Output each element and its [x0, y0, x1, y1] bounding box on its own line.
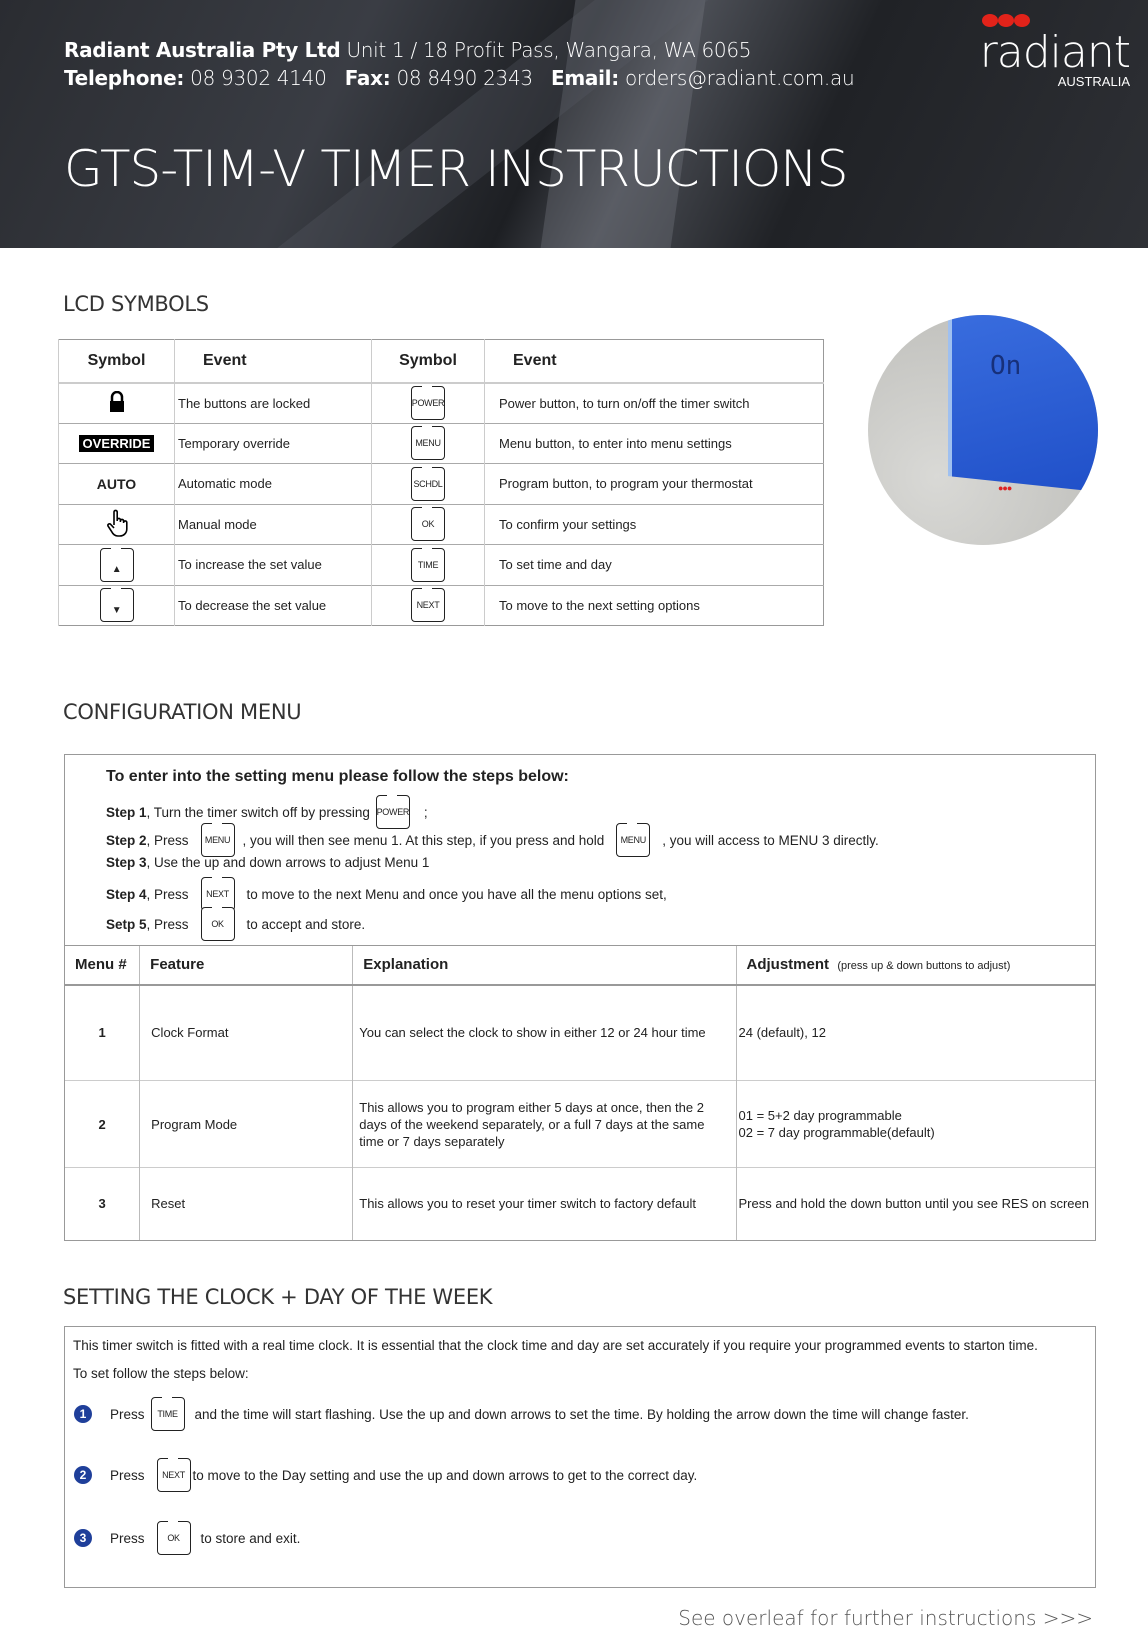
config-step: Step 3 , Use the up and down arrows to adjust Menu 1	[106, 855, 430, 870]
power-key-icon: POWER	[411, 386, 445, 420]
clock-step: 2 Press NEXT to move to the Day setting and use the up and down arrows to get to the correct day.	[74, 1458, 697, 1492]
lcd-screen	[948, 315, 1098, 494]
telephone-label: Telephone:	[64, 66, 185, 90]
fax: 08 8490 2343	[396, 66, 533, 90]
config-step: Step 2 , Press MENU , you will then see menu 1. At this step, if you press and hold MENU , you will access to MENU 3 directly.	[106, 823, 879, 857]
page-title: GTS-TIM-V TIMER INSTRUCTIONS	[64, 140, 848, 198]
event-text: To set time and day	[485, 545, 824, 586]
time-key-icon: TIME	[151, 1397, 185, 1431]
lcd-symbols-heading: LCD SYMBOLS	[63, 292, 209, 316]
email-label: Email:	[551, 66, 619, 90]
table-row	[59, 423, 824, 464]
event-text: To decrease the set value	[175, 585, 372, 626]
auto-symbol: AUTO	[96, 475, 137, 492]
company-name: Radiant Australia Pty Ltd	[64, 38, 341, 62]
thermostat-photo	[868, 315, 1098, 545]
menu-key-icon: MENU	[411, 426, 445, 460]
footer-note: See overleaf for further instructions >>>	[678, 1606, 1093, 1630]
header-adjustment: Adjustment (press up & down buttons to adjust)	[736, 946, 1095, 985]
event-text: Temporary override	[175, 423, 372, 464]
table-header	[65, 946, 1095, 985]
config-intro: To enter into the setting menu please follow the steps below:	[106, 768, 569, 785]
table-row: 2 Program Mode This allows you to program either 5 days at once, then the 2 days of the weekend separately, or a full 7 days at the same time or 7 days separately 01 = 5+2 day programmable 02 = 7 day programmable(default)	[65, 1081, 1095, 1168]
setting-clock-heading: SETTING THE CLOCK + DAY OF THE WEEK	[63, 1285, 493, 1309]
header-menu-num: Menu #	[65, 946, 140, 985]
logo-word: radiant	[979, 27, 1130, 78]
menu-table	[65, 945, 1095, 1240]
config-step: Setp 5 , Press OK to accept and store.	[106, 907, 365, 941]
override-symbol: OVERRIDE	[79, 435, 155, 452]
clock-step: 1 Press TIME and the time will start flashing. Use the up and down arrows to set the time. By holding the arrow down the time will change faster.	[74, 1397, 969, 1431]
table-header	[59, 340, 824, 383]
hand-pointer-icon	[106, 509, 128, 537]
table-row	[59, 504, 824, 545]
table-row	[59, 545, 824, 586]
fax-label: Fax:	[344, 66, 391, 90]
lcd-display-text: On	[990, 351, 1022, 381]
event-text: Manual mode	[175, 504, 372, 545]
table-row: 1 Clock Format You can select the clock to show in either 12 or 24 hour time 24 (default), 12	[65, 985, 1095, 1081]
step-number-icon: 2	[74, 1466, 92, 1484]
header-explanation: Explanation	[353, 946, 736, 985]
table-row	[59, 464, 824, 505]
table-row	[59, 585, 824, 626]
header-symbol: Symbol	[59, 340, 175, 383]
logo-dots: ●●●	[998, 483, 1012, 493]
configuration-menu-heading: CONFIGURATION MENU	[63, 700, 302, 724]
radiant-logo	[980, 14, 1130, 89]
config-step: Step 1 , Turn the timer switch off by pressing POWER ;	[106, 795, 428, 829]
menu-key-icon: MENU	[616, 823, 650, 857]
event-text: The buttons are locked	[175, 383, 372, 424]
contact-line	[64, 66, 854, 90]
clock-intro: This timer switch is fitted with a real time clock. It is essential that the clock time and day are set accurately if you require your programmed events to starton time.	[73, 1338, 1038, 1353]
config-step: Step 4 , Press NEXT to move to the next Menu and once you have all the menu options set,	[106, 877, 667, 911]
next-key-icon: NEXT	[201, 877, 235, 911]
step-number-icon: 1	[74, 1405, 92, 1423]
address: Unit 1 / 18 Profit Pass, Wangara, WA 6065	[346, 38, 752, 62]
event-text: To increase the set value	[175, 545, 372, 586]
table-row: 3 Reset This allows you to reset your timer switch to factory default Press and hold the down button until you see RES on screen	[65, 1168, 1095, 1240]
lcd-symbols-table	[58, 339, 824, 626]
header-feature: Feature	[140, 946, 353, 985]
next-key-icon: NEXT	[157, 1458, 191, 1492]
clock-intro2: To set follow the steps below:	[73, 1366, 249, 1381]
next-key-icon: NEXT	[411, 588, 445, 622]
power-key-icon: POWER	[376, 795, 410, 829]
event-text: Menu button, to enter into menu settings	[485, 423, 824, 464]
down-arrow-key-icon: ▼	[100, 588, 134, 622]
logo-sub: AUSTRALIA	[1057, 74, 1130, 89]
header-event: Event	[485, 340, 824, 383]
table-row	[59, 383, 824, 424]
menu-key-icon: MENU	[201, 823, 235, 857]
lock-icon	[108, 391, 126, 413]
event-text: To confirm your settings	[485, 504, 824, 545]
email-link[interactable]: orders@radiant.com.au	[625, 66, 855, 90]
time-key-icon: TIME	[411, 548, 445, 582]
ok-key-icon: OK	[201, 907, 235, 941]
ok-key-icon: OK	[157, 1521, 191, 1555]
ok-key-icon: OK	[411, 507, 445, 541]
event-text: Power button, to turn on/off the timer switch	[485, 383, 824, 424]
header-event: Event	[175, 340, 372, 383]
step-number-icon: 3	[74, 1529, 92, 1547]
telephone: 08 9302 4140	[190, 66, 327, 90]
up-arrow-key-icon: ▲	[100, 548, 134, 582]
event-text: Program button, to program your thermostat	[485, 464, 824, 505]
clock-step: 3 Press OK to store and exit.	[74, 1521, 300, 1555]
header-symbol: Symbol	[372, 340, 485, 383]
event-text: Automatic mode	[175, 464, 372, 505]
header-banner	[0, 0, 1148, 248]
clock-box	[64, 1326, 1096, 1588]
configuration-box	[64, 754, 1096, 1241]
event-text: To move to the next setting options	[485, 585, 824, 626]
schdl-key-icon: SCHDL	[411, 467, 445, 501]
company-address-line	[64, 38, 751, 62]
